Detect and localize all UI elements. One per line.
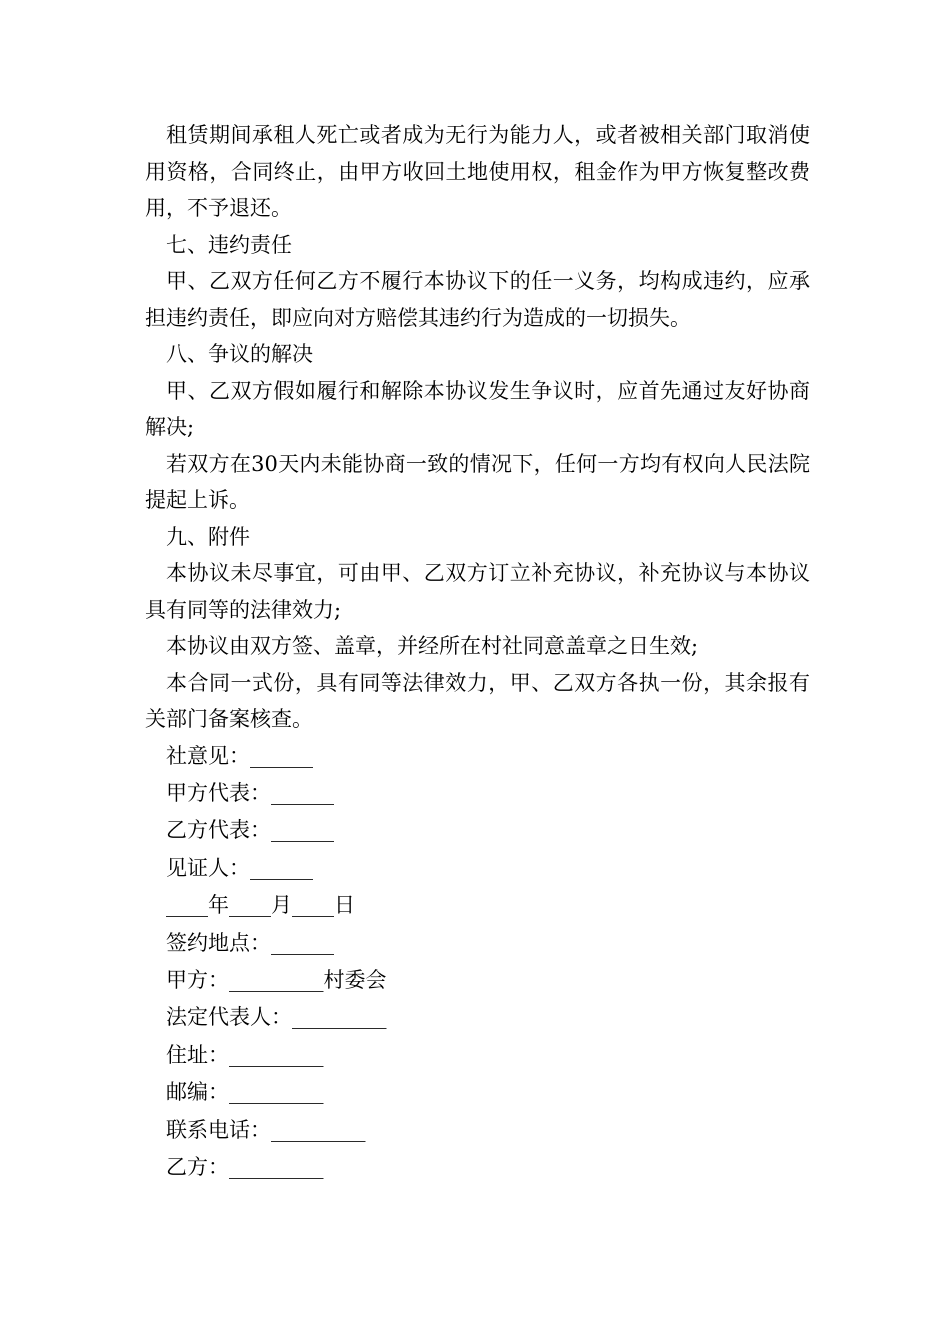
field-party-a-representative: 甲方代表：______ [166, 780, 334, 805]
field-witness: 见证人：______ [166, 855, 313, 880]
field-postcode: 邮编：_________ [166, 1080, 324, 1105]
field-party-b-representative: 乙方代表：______ [166, 818, 334, 843]
field-signing-place: 签约地点：______ [166, 930, 334, 955]
paragraph-copies: 本合同一式份，具有同等法律效力，甲、乙双方各执一份，其余报有关部门备案核查。 [145, 670, 810, 731]
heading-dispute-resolution: 八、争议的解决 [166, 342, 313, 366]
field-legal-representative: 法定代表人：_________ [166, 1005, 387, 1030]
heading-attachments: 九、附件 [166, 524, 250, 549]
field-party-b: 乙方：_________ [166, 1154, 324, 1179]
field-date: ____年____月____日 [166, 893, 355, 918]
paragraph-effective: 本协议由双方签、盖章，并经所在村社同意盖章之日生效; [166, 634, 699, 658]
paragraph-supplementary: 本协议未尽事宜，可由甲、乙双方订立补充协议，补充协议与本协议具有同等的法律效力; [145, 561, 810, 622]
field-community-opinion: 社意见：______ [166, 743, 313, 768]
field-address: 住址：_________ [166, 1042, 324, 1067]
heading-breach-liability: 七、违约责任 [166, 232, 292, 257]
paragraph-breach: 甲、乙双方任何乙方不履行本协议下的任一义务，均构成违约，应承担违约责任，即应向对方赔偿其违约行为造成的一切损失。 [145, 269, 810, 330]
paragraph-dispute-lawsuit: 若双方在30天内未能协商一致的情况下，任何一方均有权向人民法院提起上诉。 [145, 451, 810, 512]
document-page [145, 117, 810, 1186]
field-phone: 联系电话：_________ [166, 1117, 366, 1142]
paragraph-dispute-negotiation: 甲、乙双方假如履行和解除本协议发生争议时，应首先通过友好协商解决; [145, 378, 810, 439]
paragraph-termination: 租赁期间承租人死亡或者成为无行为能力人，或者被相关部门取消使用资格，合同终止，由甲方收回土地使用权，租金作为甲方恢复整改费用，不予退还。 [145, 123, 810, 220]
field-party-a: 甲方：_________村委会 [166, 967, 387, 992]
